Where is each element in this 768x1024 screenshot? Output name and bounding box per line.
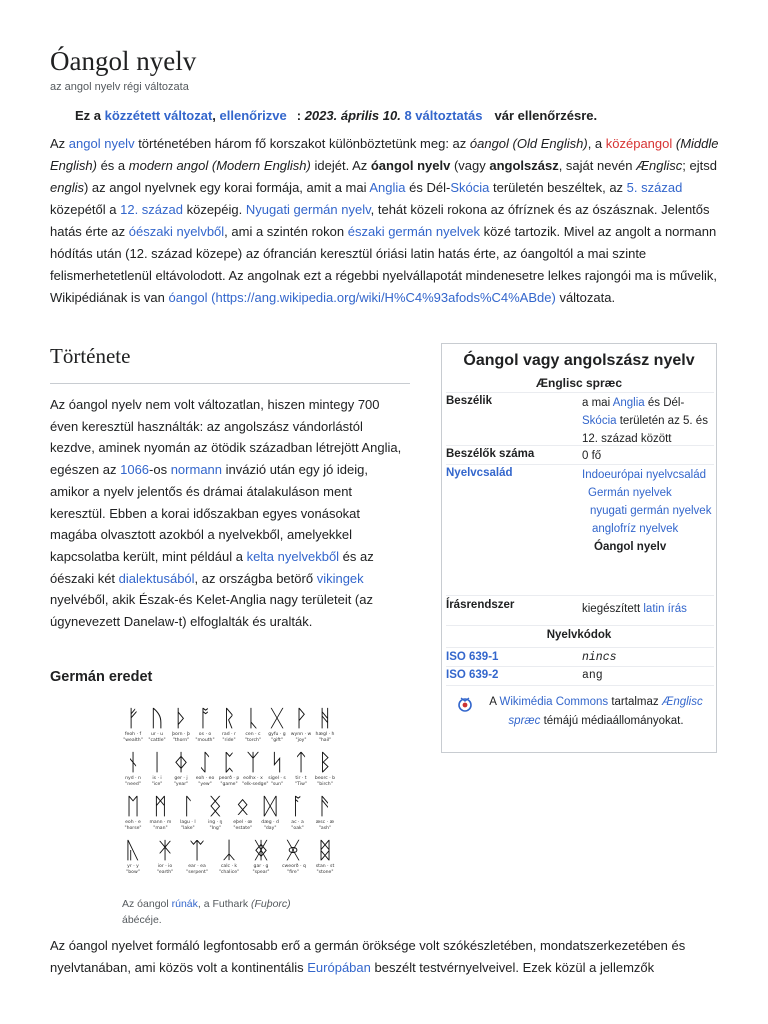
- notice-date: 2023. április 10.: [304, 108, 401, 123]
- page-title: Óangol nyelv: [50, 46, 197, 76]
- rune-glyph: ᚠ: [126, 706, 140, 732]
- text: , tehát közeli rokona az ófríznek és az ószásznak. Jelentős hatás érte az: [50, 202, 710, 239]
- rune: [154, 838, 176, 876]
- rune: [149, 794, 171, 832]
- rune: [314, 794, 336, 832]
- rune: [146, 706, 168, 744]
- rune: [194, 706, 216, 744]
- rune-glyph: ᛁ: [150, 750, 164, 776]
- notice-ez: Ez a: [75, 108, 102, 123]
- rune-meaning: "ice": [151, 782, 163, 787]
- rune-name: rad · r: [222, 732, 236, 737]
- link-wikimedia-commons[interactable]: Wikimédia Commons: [499, 696, 609, 708]
- link-iso-639-2[interactable]: ISO 639-2: [446, 669, 499, 681]
- rune-meaning: "Ing": [209, 826, 221, 831]
- infobox-native-name: Ænglisc spræc: [535, 376, 623, 390]
- rune: [250, 838, 272, 876]
- text: területén az 5. és 12. század között: [582, 415, 708, 445]
- text: , a Futhark: [197, 898, 251, 910]
- rune-image-caption: [122, 896, 322, 928]
- rune-name: ing · ŋ: [208, 820, 223, 825]
- rune-meaning: "cattle": [148, 738, 166, 743]
- text: tartalmaz: [608, 696, 662, 708]
- rune-row: [122, 838, 336, 876]
- family-level-2[interactable]: Germán nyelvek: [588, 487, 672, 499]
- rune-meaning: "elk-sedge": [242, 782, 269, 787]
- review-notice: [75, 108, 597, 123]
- language-codes-heading: Nyelvkódok: [546, 629, 612, 641]
- link-nyugati-german[interactable]: Nyugati germán nyelv: [245, 202, 371, 217]
- text: -os: [149, 462, 171, 478]
- rune-name: eolhx · x: [243, 776, 263, 781]
- rune-meaning: "yew": [198, 782, 212, 787]
- rune-meaning: "chalice": [218, 870, 240, 875]
- rune-name: ior · io: [157, 864, 173, 869]
- rune-meaning: "hail": [318, 738, 332, 743]
- german-origin-paragraph: [50, 935, 722, 979]
- italic-old-english: óangol (Old English): [469, 136, 588, 151]
- rune-name: sigel · s: [268, 776, 286, 781]
- rune-meaning: "Tiw": [295, 782, 307, 787]
- link-eszaki-german[interactable]: északi germán nyelvek: [347, 224, 480, 239]
- text: beszélt testvérnyelveivel. Ezek közül a jellemzők: [370, 960, 655, 975]
- speakers-label: Beszélik: [446, 395, 493, 407]
- rune: [218, 706, 240, 744]
- rune-name: tir · t: [295, 776, 307, 781]
- rune-name: peorð · p: [218, 776, 240, 781]
- rune-glyph: ᛟ: [235, 794, 250, 820]
- text: , ami a szintén rokon: [224, 224, 348, 239]
- text: ábécéje.: [122, 914, 162, 926]
- script-value: [582, 600, 712, 618]
- intro-paragraph: [50, 133, 722, 309]
- rune-glyph: ᛚ: [180, 794, 195, 820]
- iso1-value: nincs: [582, 651, 617, 664]
- text: ) az angol nyelvnek egy korai formája, amit a mai: [83, 180, 370, 195]
- rune-name: eþel · œ: [233, 820, 253, 825]
- rune-glyph: ᚩ: [198, 706, 212, 732]
- rune-meaning: "lake": [181, 826, 195, 831]
- rune-name: cweorð · q: [282, 864, 306, 869]
- text: Az óangol: [122, 898, 172, 910]
- rune-name: mann · m: [149, 820, 172, 825]
- rune-meaning: "wealth": [123, 738, 143, 743]
- rune-glyph: ᚳ: [246, 706, 260, 732]
- rune-glyph: ᛖ: [126, 794, 140, 820]
- rune-meaning: "need": [125, 782, 141, 787]
- page-subtitle: az angol nyelv régi változata: [50, 81, 189, 93]
- text: témájú médiaállományokat.: [540, 715, 684, 727]
- rune-meaning: "oak": [291, 826, 304, 831]
- commons-note: [478, 693, 714, 731]
- link-anglia[interactable]: Anglia: [369, 180, 406, 195]
- redlink-kozepangol[interactable]: középangol: [605, 136, 673, 151]
- rune-glyph: ᚦ: [174, 706, 188, 732]
- futhark-rune-chart: [122, 706, 336, 882]
- rune: [218, 838, 240, 876]
- rune-glyph: ᛉ: [246, 750, 260, 776]
- rune-name: calc · k: [220, 864, 238, 869]
- notice-colon: :: [296, 108, 302, 123]
- text: A: [489, 696, 500, 708]
- link-5-szazad[interactable]: 5. század: [626, 180, 683, 195]
- text: változata.: [555, 290, 616, 305]
- rune-glyph: ᛗ: [153, 794, 168, 820]
- bold-oangol: óangol nyelv: [370, 158, 451, 173]
- rune-glyph: ᛤ: [254, 838, 268, 864]
- rune: [194, 750, 216, 788]
- text: közé tartozik. Mivel az angolt a normann hódítás után (12. század közepe) az ófrancián keresztül óriási latin hatás érte, az óangoltól a mai szinte felismerhetetlenül eltávolodott. Az angolnak ezt a régebbi nyelvállapotát mindenesetre lelkes rajongói ma is művelik, Wikipédiának is van: [50, 224, 717, 305]
- rune-glyph: ᛣ: [222, 838, 236, 864]
- link-iso-639-1[interactable]: ISO 639-1: [446, 651, 499, 663]
- text: közepéig.: [182, 202, 246, 217]
- rune: [218, 750, 240, 788]
- rune-name: os · o: [198, 732, 212, 737]
- notice-comma: ,: [212, 108, 216, 123]
- rune-meaning: "estate": [233, 826, 253, 831]
- link-skocia-infobox[interactable]: Skócia: [582, 415, 617, 427]
- rune-meaning: "man": [153, 826, 168, 831]
- rune-glyph: ᛡ: [158, 838, 172, 864]
- rune: [290, 706, 312, 744]
- italic-englis: englis: [50, 180, 84, 195]
- rune: [314, 706, 336, 744]
- bold-angolszasz: angolszász: [489, 158, 559, 173]
- link-1066[interactable]: 1066: [120, 462, 150, 478]
- rune-name: yr · y: [127, 864, 139, 869]
- published-version-link[interactable]: közzétett változat: [104, 108, 213, 123]
- italic-englisc-spraec: Ænglisc spræc: [508, 696, 703, 727]
- rune-glyph: ᛇ: [198, 750, 212, 776]
- italic-modern-english: modern angol (Modern English): [128, 158, 311, 173]
- link-latin-iras[interactable]: latin írás: [643, 603, 687, 615]
- rune: [290, 750, 312, 788]
- infobox-title: Óangol vagy angolszász nyelv: [463, 352, 695, 369]
- rune: [259, 794, 281, 832]
- iso1-label: [446, 650, 498, 665]
- rune: [232, 794, 254, 832]
- rune-meaning: "serpent": [186, 870, 208, 875]
- rune-name: lagu · l: [180, 820, 196, 825]
- rune-meaning: "ride": [222, 738, 236, 743]
- rune-name: þorn · þ: [172, 732, 190, 737]
- rune-name: ur · u: [150, 732, 164, 737]
- rune-name: ear · ea: [188, 864, 206, 869]
- rune: [186, 838, 208, 876]
- rune-name: nyd · n: [125, 776, 141, 781]
- rune-meaning: "year": [173, 782, 189, 787]
- rune-name: dæg · d: [261, 820, 279, 825]
- link-vikingek[interactable]: vikingek: [316, 570, 364, 586]
- text: közepétől a: [50, 202, 121, 217]
- rune-glyph: ᛥ: [318, 838, 332, 864]
- link-kelta[interactable]: kelta nyelvekből: [246, 548, 340, 564]
- rune-glyph: ᚪ: [290, 794, 305, 820]
- rune-meaning: "sun": [270, 782, 284, 787]
- link-europaban[interactable]: Európában: [307, 960, 371, 975]
- iso2-value: ang: [582, 669, 603, 682]
- link-skocia[interactable]: Skócia: [450, 180, 490, 195]
- rune: [204, 794, 226, 832]
- rune-meaning: "ash": [318, 826, 332, 831]
- rune-name: æsc · æ: [315, 820, 335, 825]
- speakers-value: [582, 394, 712, 448]
- rune-meaning: "gift": [271, 738, 283, 743]
- rune-name: is · i: [152, 776, 162, 781]
- heading-divider: [50, 383, 410, 384]
- rune-name: wynn · w: [290, 732, 312, 737]
- link-oeszaki[interactable]: óészaki nyelvből: [128, 224, 225, 239]
- rune-meaning: "earth": [156, 870, 174, 875]
- text: kiegészített: [582, 603, 644, 615]
- rune-name: eoh · e: [125, 820, 141, 825]
- rune-row: [122, 750, 336, 788]
- rune-name: gar · g: [253, 864, 269, 869]
- italic-englisc: Ænglisc: [636, 158, 683, 173]
- wikimedia-commons-icon: [456, 695, 474, 713]
- link-nyelvcsalad[interactable]: Nyelvcsalád: [446, 467, 513, 479]
- language-infobox: [441, 343, 717, 753]
- rune: [242, 750, 269, 788]
- text: idejét. Az: [310, 158, 371, 173]
- rune-name: ger · j: [174, 776, 188, 781]
- rune-meaning: "spear": [252, 870, 270, 875]
- rune-glyph: ᛄ: [174, 750, 188, 776]
- text: invázió után egy jó ideig, amikor a nyelv jelentős és drámai átalakuláson ment keresztül. Ebben a korai időszakban egyes vonásokat magába olvasztott azokból a nyelvekből, amelyekkel kapcsolatba került, mint például a: [50, 462, 368, 564]
- rune-row: [122, 794, 336, 832]
- rune: [242, 706, 264, 744]
- infobox-divider: [446, 392, 714, 393]
- text: és a: [96, 158, 129, 173]
- rune-glyph: ᚫ: [318, 794, 332, 820]
- rune-name: eoh · eo: [195, 776, 215, 781]
- rune: [170, 750, 192, 788]
- rune: [314, 838, 336, 876]
- rune-meaning: "thorn": [172, 738, 190, 743]
- rune: [122, 706, 144, 744]
- text: területén beszéltek, az: [489, 180, 627, 195]
- rune: [282, 838, 304, 876]
- script-label: Írásrendszer: [446, 599, 515, 611]
- rune: [146, 750, 168, 788]
- text: és Dél-: [405, 180, 451, 195]
- iso2-label: [446, 668, 498, 683]
- history-paragraph: [50, 394, 410, 633]
- rune: [266, 706, 288, 744]
- rune-glyph: ᛞ: [263, 794, 278, 820]
- link-dialektus[interactable]: dialektusából: [118, 570, 195, 586]
- rune-name: gyfu · g: [268, 732, 286, 737]
- infobox-divider: [446, 625, 714, 626]
- infobox-divider: [446, 445, 714, 446]
- section-heading-tortenete: Története: [50, 344, 131, 368]
- rune-glyph: ᚢ: [150, 706, 164, 732]
- rune-glyph: ᚣ: [126, 838, 140, 864]
- text: , saját nevén: [558, 158, 637, 173]
- text: Az óangol nyelvet formáló legfontosabb erő a germán öröksége volt szókészletében, mondatszerkezetében és nyelvtanában, ami közös volt a kontinentális: [50, 938, 686, 975]
- rune: [170, 706, 192, 744]
- text: a mai: [582, 397, 613, 409]
- infobox-divider: [446, 647, 714, 648]
- infobox-divider: [446, 595, 714, 596]
- speaker-count-label: Beszélők száma: [446, 448, 535, 460]
- link-normann[interactable]: normann: [170, 462, 223, 478]
- rune-glyph: ᚾ: [126, 750, 140, 776]
- text: , az országba betörő: [194, 570, 317, 586]
- text: nyelvéből, akik Észak-és Kelet-Anglia nagy területeit (az úgynevezett Danelaw-t) elfoglalták és uralták.: [50, 592, 373, 630]
- rune-meaning: "game": [220, 782, 238, 787]
- rune: [266, 750, 288, 788]
- rune-glyph: ᛠ: [190, 838, 204, 864]
- infobox-divider: [446, 464, 714, 465]
- family-value: [582, 466, 712, 556]
- text: ; ejtsd: [682, 158, 717, 173]
- link-anglia-infobox[interactable]: Anglia: [612, 397, 645, 409]
- text: (vagy: [450, 158, 490, 173]
- rune-name: cen · c: [245, 732, 261, 737]
- family-label: [446, 466, 513, 481]
- infobox-divider: [446, 685, 714, 686]
- notice-pending: vár ellenőrzésre.: [494, 108, 598, 123]
- italic-fuporc: (Fuþorc): [251, 898, 291, 910]
- rune-glyph: ᛒ: [318, 750, 332, 776]
- link-oangol-wiki[interactable]: óangol (https://ang.wikipedia.org/wiki/H%C4%93afods%C4%ABde): [168, 290, 556, 305]
- rune-meaning: "fire": [287, 870, 299, 875]
- rune-glyph: ᚷ: [270, 706, 284, 732]
- rune-meaning: "torch": [244, 738, 262, 743]
- rune: [122, 794, 144, 832]
- rune-name: ac · a: [291, 820, 304, 825]
- rune: [177, 794, 199, 832]
- rune-name: stan · st: [315, 864, 335, 869]
- rune-meaning: "mouth": [195, 738, 215, 743]
- rune-meaning: "bow": [126, 870, 140, 875]
- rune: [314, 750, 336, 788]
- rune-name: beorc · b: [314, 776, 336, 781]
- rune: [122, 838, 144, 876]
- rune-meaning: "horse": [124, 826, 142, 831]
- section-heading-german-eredet: Germán eredet: [50, 669, 153, 685]
- rune-name: hægl · h: [315, 732, 335, 737]
- rune-glyph: ᛝ: [208, 794, 223, 820]
- rune-row: [122, 706, 336, 744]
- family-level-1: Indoeurópai nyelvcsalád: [582, 469, 707, 481]
- checked-link[interactable]: ellenőrizve: [219, 108, 287, 123]
- link-12-szazad[interactable]: 12. század: [120, 202, 183, 217]
- rune-meaning: "day": [263, 826, 277, 831]
- rune-glyph: ᚻ: [318, 706, 332, 732]
- rune: [287, 794, 309, 832]
- rune-glyph: ᚱ: [222, 706, 236, 732]
- family-level-3[interactable]: nyugati germán nyelvek: [590, 505, 712, 517]
- text: Az: [50, 136, 69, 151]
- rune-glyph: ᛋ: [270, 750, 284, 776]
- text: történetében három fő korszakot különböztetünk meg: az: [134, 136, 470, 151]
- rune-glyph: ᛈ: [222, 750, 236, 776]
- rune-glyph: ᚹ: [294, 706, 308, 732]
- text: és az óészaki két: [50, 548, 374, 586]
- speaker-count-value: 0 fő: [582, 450, 602, 462]
- italic-middle-english: (Middle English): [50, 136, 719, 173]
- text: és Dél-: [644, 397, 685, 409]
- link-angol-nyelv[interactable]: angol nyelv: [68, 136, 135, 151]
- rune-meaning: "birch": [317, 782, 333, 787]
- text: , a: [587, 136, 606, 151]
- rune-glyph: ᛏ: [294, 750, 308, 776]
- rune: [122, 750, 144, 788]
- rune-name: feoh · f: [124, 732, 142, 737]
- changes-link[interactable]: 8 változtatás: [404, 108, 483, 123]
- text: Az óangol nyelv nem volt változatlan, hiszen mintegy 700 éven keresztül használták: az angolszász vándorlástól kezdve, aminek nyomán az ötödik században létrejött Anglia, egészen az: [50, 397, 402, 478]
- rune-meaning: "joy": [295, 738, 307, 743]
- link-runak[interactable]: rúnák: [171, 898, 198, 910]
- rune-meaning: "stone": [316, 870, 334, 875]
- family-level-4[interactable]: anglofríz nyelvek: [592, 523, 679, 535]
- rune-glyph: ᚸ: [286, 838, 300, 864]
- family-level-5: Óangol nyelv: [594, 541, 667, 553]
